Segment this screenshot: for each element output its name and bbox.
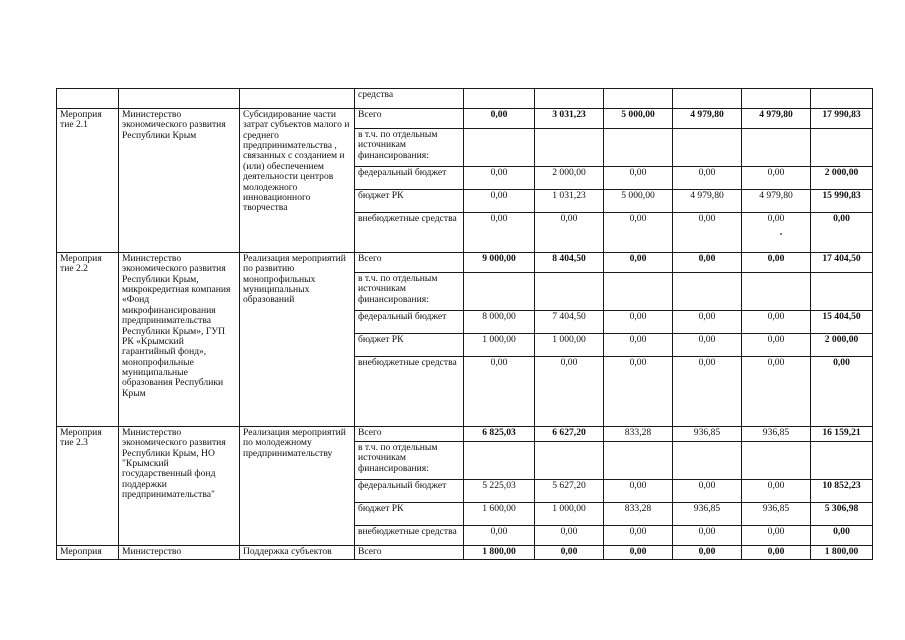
table-row [57, 546, 873, 560]
value-cell [464, 273, 535, 311]
description-cell: Субсидирование части затрат субъектов малого и среднего предпринимательства , связанных с созданием и (или) обеспечением деятельности центров молодежного инновационного творчества [240, 109, 355, 253]
value-cell: 0,00 [742, 334, 811, 357]
source-cell: Всего [355, 427, 464, 442]
value-cell: 0,00 [535, 546, 604, 560]
value-cell: 16 159,21 [811, 427, 873, 442]
value-cell [673, 442, 742, 480]
value-cell: 936,85 [742, 427, 811, 442]
value-cell [811, 129, 873, 167]
value-cell: 833,28 [604, 503, 673, 526]
value-cell [535, 442, 604, 480]
value-cell [811, 442, 873, 480]
table-body [57, 89, 873, 560]
value-cell: 0,00 [811, 526, 873, 546]
value-cell: 1 000,00 [535, 503, 604, 526]
value-cell: 0,00 [742, 167, 811, 190]
value-cell: 0,00 [742, 546, 811, 560]
value-cell: 15 990,83 [811, 190, 873, 213]
value-cell: 17 990,83 [811, 109, 873, 129]
source-cell: Всего [355, 253, 464, 273]
value-cell [811, 273, 873, 311]
table-cell [742, 89, 811, 109]
value-cell: 1 800,00 [811, 546, 873, 560]
value-cell [535, 273, 604, 311]
value-cell: 3 031,23 [535, 109, 604, 129]
value-cell: 15 404,50 [811, 311, 873, 334]
value-cell: 0,00 [673, 311, 742, 334]
executor-cell: Министерство экономического развития Республики Крым, микрокредитная компания «Фонд микрофинансирования предпринимательства Республики Крым», ГУП РК «Крымский гарантийный фонд», монопрофильные муниципальные образования Республики Крым [119, 253, 240, 427]
table-row [57, 89, 873, 109]
executor-cell: Министерство экономического развития Республики Крым, НО "Крымский государственный фонд поддержки предпринимательства" [119, 427, 240, 546]
value-cell: 0,00 [742, 357, 811, 427]
value-cell: 0,00 [673, 526, 742, 546]
value-cell: 0,00 [742, 480, 811, 503]
source-cell: федеральный бюджет [355, 167, 464, 190]
value-cell: 0,00 [604, 526, 673, 546]
source-cell: Всего [355, 109, 464, 129]
value-cell: 0,00 [742, 526, 811, 546]
value-cell: 1 800,00 [464, 546, 535, 560]
description-cell: Реализация мероприятий по молодежному предпринимательству [240, 427, 355, 546]
value-cell: 5 225,03 [464, 480, 535, 503]
financing-table [56, 88, 873, 560]
table-cell [57, 89, 119, 109]
table-cell [464, 89, 535, 109]
value-cell: 4 979,80 [673, 109, 742, 129]
value-cell: 0,00 [604, 480, 673, 503]
value-cell: 5 306,98 [811, 503, 873, 526]
value-cell: 0,00 [742, 311, 811, 334]
value-cell [464, 442, 535, 480]
value-cell: 0,00 [673, 167, 742, 190]
value-cell: 0,00 [673, 334, 742, 357]
value-cell: 4 979,80 [742, 109, 811, 129]
value-cell [673, 273, 742, 311]
value-cell: 7 404,50 [535, 311, 604, 334]
value-cell: 0,00 [464, 190, 535, 213]
value-cell: 2 000,00 [811, 334, 873, 357]
table-cell [535, 89, 604, 109]
value-cell: 0,00 [742, 253, 811, 273]
value-cell [604, 442, 673, 480]
value-cell [604, 129, 673, 167]
value-cell: 2 000,00 [811, 167, 873, 190]
source-cell: в т.ч. по отдельным источникам финансирования: [355, 442, 464, 480]
value-cell: 0,00 [535, 213, 604, 253]
value-cell: 17 404,50 [811, 253, 873, 273]
value-cell [604, 273, 673, 311]
value-cell: 4 979,80 [673, 190, 742, 213]
table-cell [811, 89, 873, 109]
source-cell: федеральный бюджет [355, 311, 464, 334]
table-cell [240, 89, 355, 109]
value-cell: 6 825,03 [464, 427, 535, 442]
value-cell [464, 129, 535, 167]
value-cell: 0,00 [604, 357, 673, 427]
value-cell: 2 000,00 [535, 167, 604, 190]
value-cell: 1 600,00 [464, 503, 535, 526]
value-cell: 0,00 [464, 357, 535, 427]
value-cell: 5 627,20 [535, 480, 604, 503]
value-cell: 936,85 [673, 503, 742, 526]
id-cell: Мероприя [57, 546, 119, 560]
value-cell [535, 129, 604, 167]
scan-speck [780, 233, 782, 235]
description-cell: Реализация мероприятий по развитию монопрофильных муниципальных образований [240, 253, 355, 427]
value-cell: 936,85 [742, 503, 811, 526]
value-cell [742, 273, 811, 311]
measure-id-cell: Мероприя тие 2.3 [57, 427, 119, 546]
value-cell: 0,00 [811, 213, 873, 253]
value-cell: 0,00 [464, 526, 535, 546]
table-cell [673, 89, 742, 109]
value-cell: 0,00 [673, 213, 742, 253]
value-cell [673, 129, 742, 167]
source-cell: Всего [355, 546, 464, 560]
measure-id-cell: Мероприя тие 2.1 [57, 109, 119, 253]
value-cell: 0,00 [673, 253, 742, 273]
value-cell: 8 000,00 [464, 311, 535, 334]
value-cell: 0,00 [604, 213, 673, 253]
value-cell: 1 000,00 [535, 334, 604, 357]
value-cell: 0,00 [535, 357, 604, 427]
value-cell: 0,00 [464, 167, 535, 190]
value-cell [742, 442, 811, 480]
value-cell: 1 031,23 [535, 190, 604, 213]
value-cell: 0,00 [604, 546, 673, 560]
description-cell: Поддержка субъектов [240, 546, 355, 560]
source-cell: федеральный бюджет [355, 480, 464, 503]
value-cell: 5 000,00 [604, 109, 673, 129]
value-cell: 0,00 [811, 357, 873, 427]
value-cell: 0,00 [535, 526, 604, 546]
source-cell: в т.ч. по отдельным источникам финансирования: [355, 273, 464, 311]
source-cell: внебюджетные средства [355, 213, 464, 253]
value-cell: 0,00 [464, 109, 535, 129]
table-row [57, 253, 873, 273]
source-cell: бюджет РК [355, 503, 464, 526]
value-cell: 0,00 [673, 480, 742, 503]
source-cell: в т.ч. по отдельным источникам финансирования: [355, 129, 464, 167]
source-cell: внебюджетные средства [355, 357, 464, 427]
value-cell: 1 000,00 [464, 334, 535, 357]
source-cell: внебюджетные средства [355, 526, 464, 546]
executor-cell: Министерство [119, 546, 240, 560]
value-cell: 0,00 [673, 357, 742, 427]
table-row [57, 109, 873, 129]
value-cell: 4 979,80 [742, 190, 811, 213]
value-cell: 6 627,20 [535, 427, 604, 442]
value-cell: 10 852,23 [811, 480, 873, 503]
value-cell: 9 000,00 [464, 253, 535, 273]
table-row [57, 427, 873, 442]
value-cell: 936,85 [673, 427, 742, 442]
value-cell: 0,00 [673, 546, 742, 560]
executor-cell: Министерство экономического развития Республики Крым [119, 109, 240, 253]
value-cell: 5 000,00 [604, 190, 673, 213]
value-cell [742, 129, 811, 167]
source-cell: бюджет РК [355, 190, 464, 213]
measure-id-cell: Мероприя тие 2.2 [57, 253, 119, 427]
value-cell: 0,00 [464, 213, 535, 253]
source-cell: средства [355, 89, 464, 109]
table-cell [119, 89, 240, 109]
table-cell [604, 89, 673, 109]
value-cell: 0,00 [604, 167, 673, 190]
value-cell: 8 404,50 [535, 253, 604, 273]
source-cell: бюджет РК [355, 334, 464, 357]
value-cell: 0,00 [742, 213, 811, 253]
value-cell: 833,28 [604, 427, 673, 442]
value-cell: 0,00 [604, 334, 673, 357]
value-cell: 0,00 [604, 311, 673, 334]
value-cell: 0,00 [604, 253, 673, 273]
